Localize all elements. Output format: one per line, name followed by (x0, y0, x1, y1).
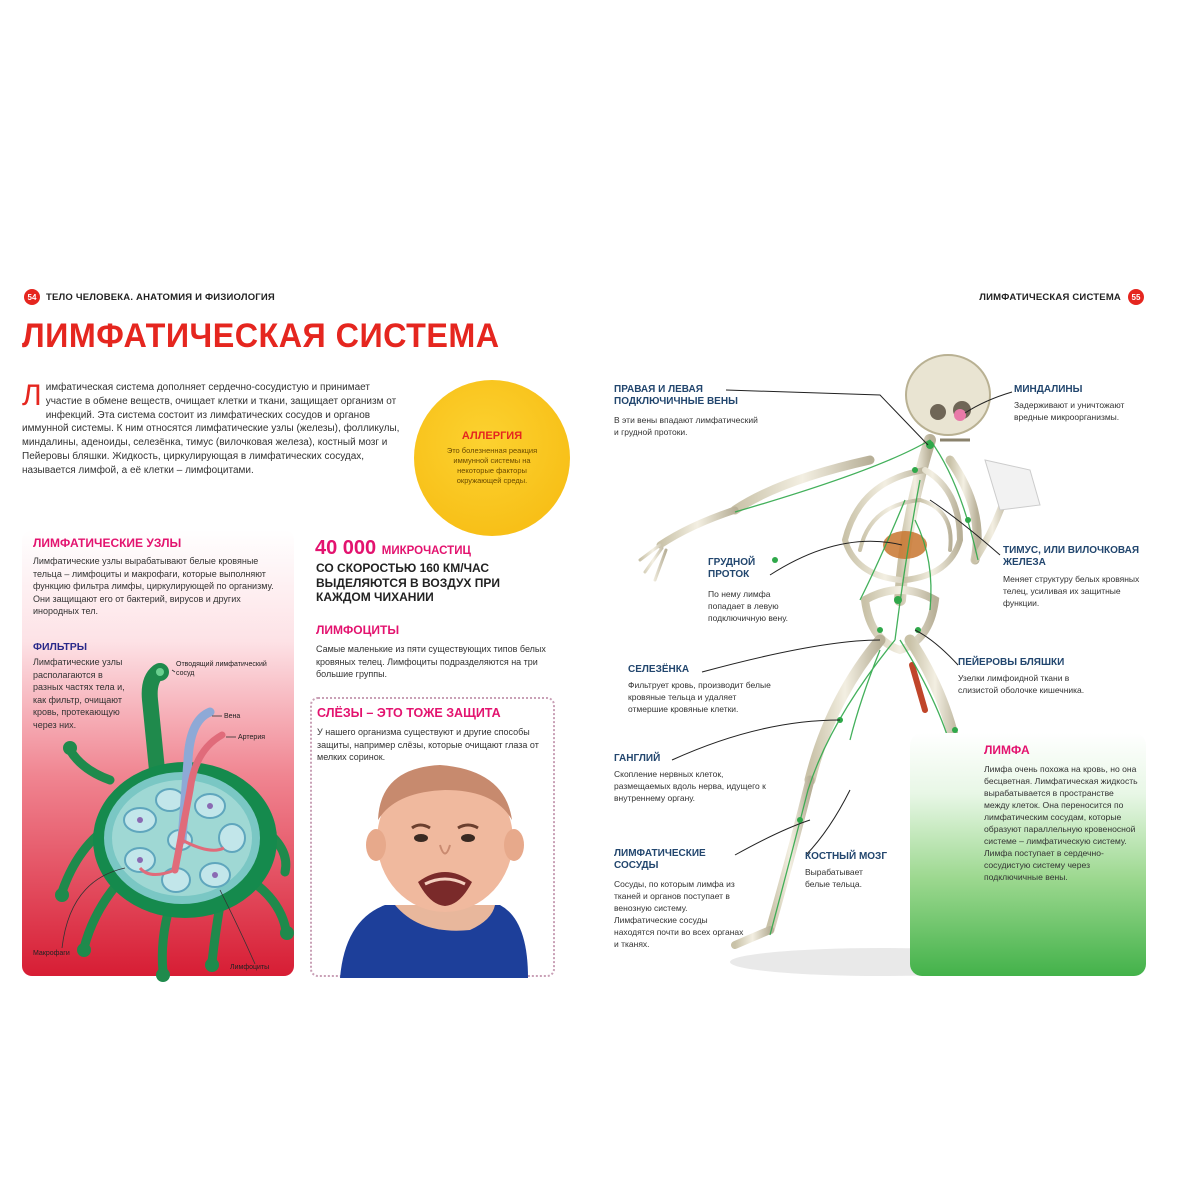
spleen-title: СЕЛЕЗЁНКА (628, 664, 690, 675)
peyers-patches-text: Узелки лимфоидной ткани в слизистой оболочке кишечника. (958, 673, 1085, 695)
tonsils-text: Задерживают и уничтожают вредные микроорганизмы. (1014, 400, 1125, 422)
left-page-number: 54 (24, 289, 40, 305)
tears-title: СЛЁЗЫ – ЭТО ТОЖЕ ЗАЩИТА (317, 706, 501, 720)
right-page-number: 55 (1128, 289, 1144, 305)
subclavian-text: В эти вены впадают лимфатический и грудной протоки. (614, 415, 758, 437)
thymus-title: ТИМУС, ИЛИ ВИЛОЧКОВАЯ ЖЕЛЕЗА (1003, 545, 1140, 568)
lymph-title: ЛИМФА (984, 743, 1030, 757)
bone-marrow-text: Вырабатывает белые тельца. (805, 867, 863, 889)
filters-title: ФИЛЬТРЫ (33, 641, 88, 653)
thoracic-duct-title: ГРУДНОЙ ПРОТОК (708, 557, 756, 580)
lymph-vessels-text: Сосуды, по которым лимфа из тканей и органов поступает в венозную систему. Лимфатические сосуды находятся почти во всех органах и тканях. (614, 879, 744, 949)
peyers-patches-title: ПЕЙЕРОВЫ БЛЯШКИ (958, 657, 1065, 668)
thymus-text: Меняет структуру белых кровяных телец, усиливая их защитные функции. (1003, 574, 1140, 608)
subclavian-title: ПРАВАЯ И ЛЕВАЯ ПОДКЛЮЧИЧНЫЕ ВЕНЫ (614, 384, 738, 407)
lymph-nodes-text: Лимфатические узлы вырабатывают белые кровяные тельца – лимфоциты и макрофаги, которые выполняют функцию фильтра лимфы, циркулирующей по организму. Они защищают его от бактерий, вирусов и других инородных тел. (33, 556, 274, 616)
stat-number-value: 40 000 (315, 537, 377, 559)
tonsils-title: МИНДАЛИНЫ (1014, 384, 1083, 395)
right-running-head: ЛИМФАТИЧЕСКАЯ СИСТЕМА (979, 292, 1121, 303)
ganglion-title: ГАНГЛИЙ (614, 753, 661, 764)
lymphocytes-title: ЛИМФОЦИТЫ (316, 623, 400, 637)
lymph-nodes-title: ЛИМФАТИЧЕСКИЕ УЗЛЫ (33, 536, 182, 550)
page-title: ЛИМФАТИЧЕСКАЯ СИСТЕМА (22, 317, 500, 355)
ganglion-text: Скопление нервных клеток, размещаемых вдоль нерва, идущего к внутреннему органу. (614, 769, 766, 803)
lymphocytes-label: Лимфоциты (230, 964, 270, 971)
stat-text: СО СКОРОСТЬЮ 160 КМ/ЧАС ВЫДЕЛЯЮТСЯ В ВОЗДУХ ПРИ КАЖДОМ ЧИХАНИИ (316, 561, 501, 604)
dropcap: Л (22, 379, 42, 412)
spleen-text: Фильтрует кровь, производит белые кровяные тельца и удаляет отмершие кровяные клетки. (628, 680, 771, 714)
vein-label: Вена (224, 713, 241, 720)
lymph-text: Лимфа очень похожа на кровь, но она бесцветная. Лимфатическая жидкость вырабатывается в пространстве между клеток. Она переносится по лимфатическим сосудам, которые образуют параллельную кровеносной системе – лимфатическую систему. Лимфа поступает в сердечно-сосудистую систему через подключичные вены. (984, 764, 1138, 882)
tears-text: У нашего организма существуют и другие способы защиты, например слёзы, которые очищают глаза от мелких соринок. (317, 727, 539, 762)
lymph-vessels-title: ЛИМФАТИЧЕСКИЕ СОСУДЫ (614, 848, 706, 871)
stat-unit: МИКРОЧАСТИЦ (381, 545, 471, 557)
intro-paragraph (22, 381, 406, 478)
filters-text: Лимфатические узлы располагаются в разных частях тела и, как фильтр, очищают кровь, протекающую через них. (33, 657, 125, 730)
efferent-vessel-label: Отводящий лимфатический сосуд (176, 661, 267, 677)
artery-label: Артерия (238, 734, 266, 741)
thoracic-duct-text: По нему лимфа попадает в левую подключичную вену. (708, 589, 788, 623)
stat-number (315, 537, 471, 560)
left-running-head: ТЕЛО ЧЕЛОВЕКА. АНАТОМИЯ И ФИЗИОЛОГИЯ (46, 292, 275, 303)
allergy-circle (414, 380, 570, 536)
bone-marrow-title: КОСТНЫЙ МОЗГ (805, 851, 887, 862)
allergy-text: Это болезненная реакция иммунной системы на некоторые факторы окружающей среды. (446, 446, 538, 485)
intro-text: имфатическая система дополняет сердечно-сосудистую и принимает участие в обмене веществ, очищает клетки и ткани, защищает организм от инфекций. Эта система состоит из лимфатических сосудов и органов иммунной системы. К ним относятся лимфатические узлы (железы), фолликулы, миндалины, аденоиды, селезёнка, тимус (вилочковая железа), костный мозг и Пейеровы бляшки. Жидкость, циркулирующая в лимфатических сосудах, называется лимфой, а её клетки – лимфоцитами. (22, 382, 400, 476)
lymphocytes-text: Самые маленькие из пяти существующих типов белых кровяных телец. Лимфоциты подразделяются на три большие группы. (316, 644, 546, 679)
allergy-title: АЛЛЕРГИЯ (461, 430, 523, 442)
macrophage-label: Макрофаги (33, 950, 70, 957)
